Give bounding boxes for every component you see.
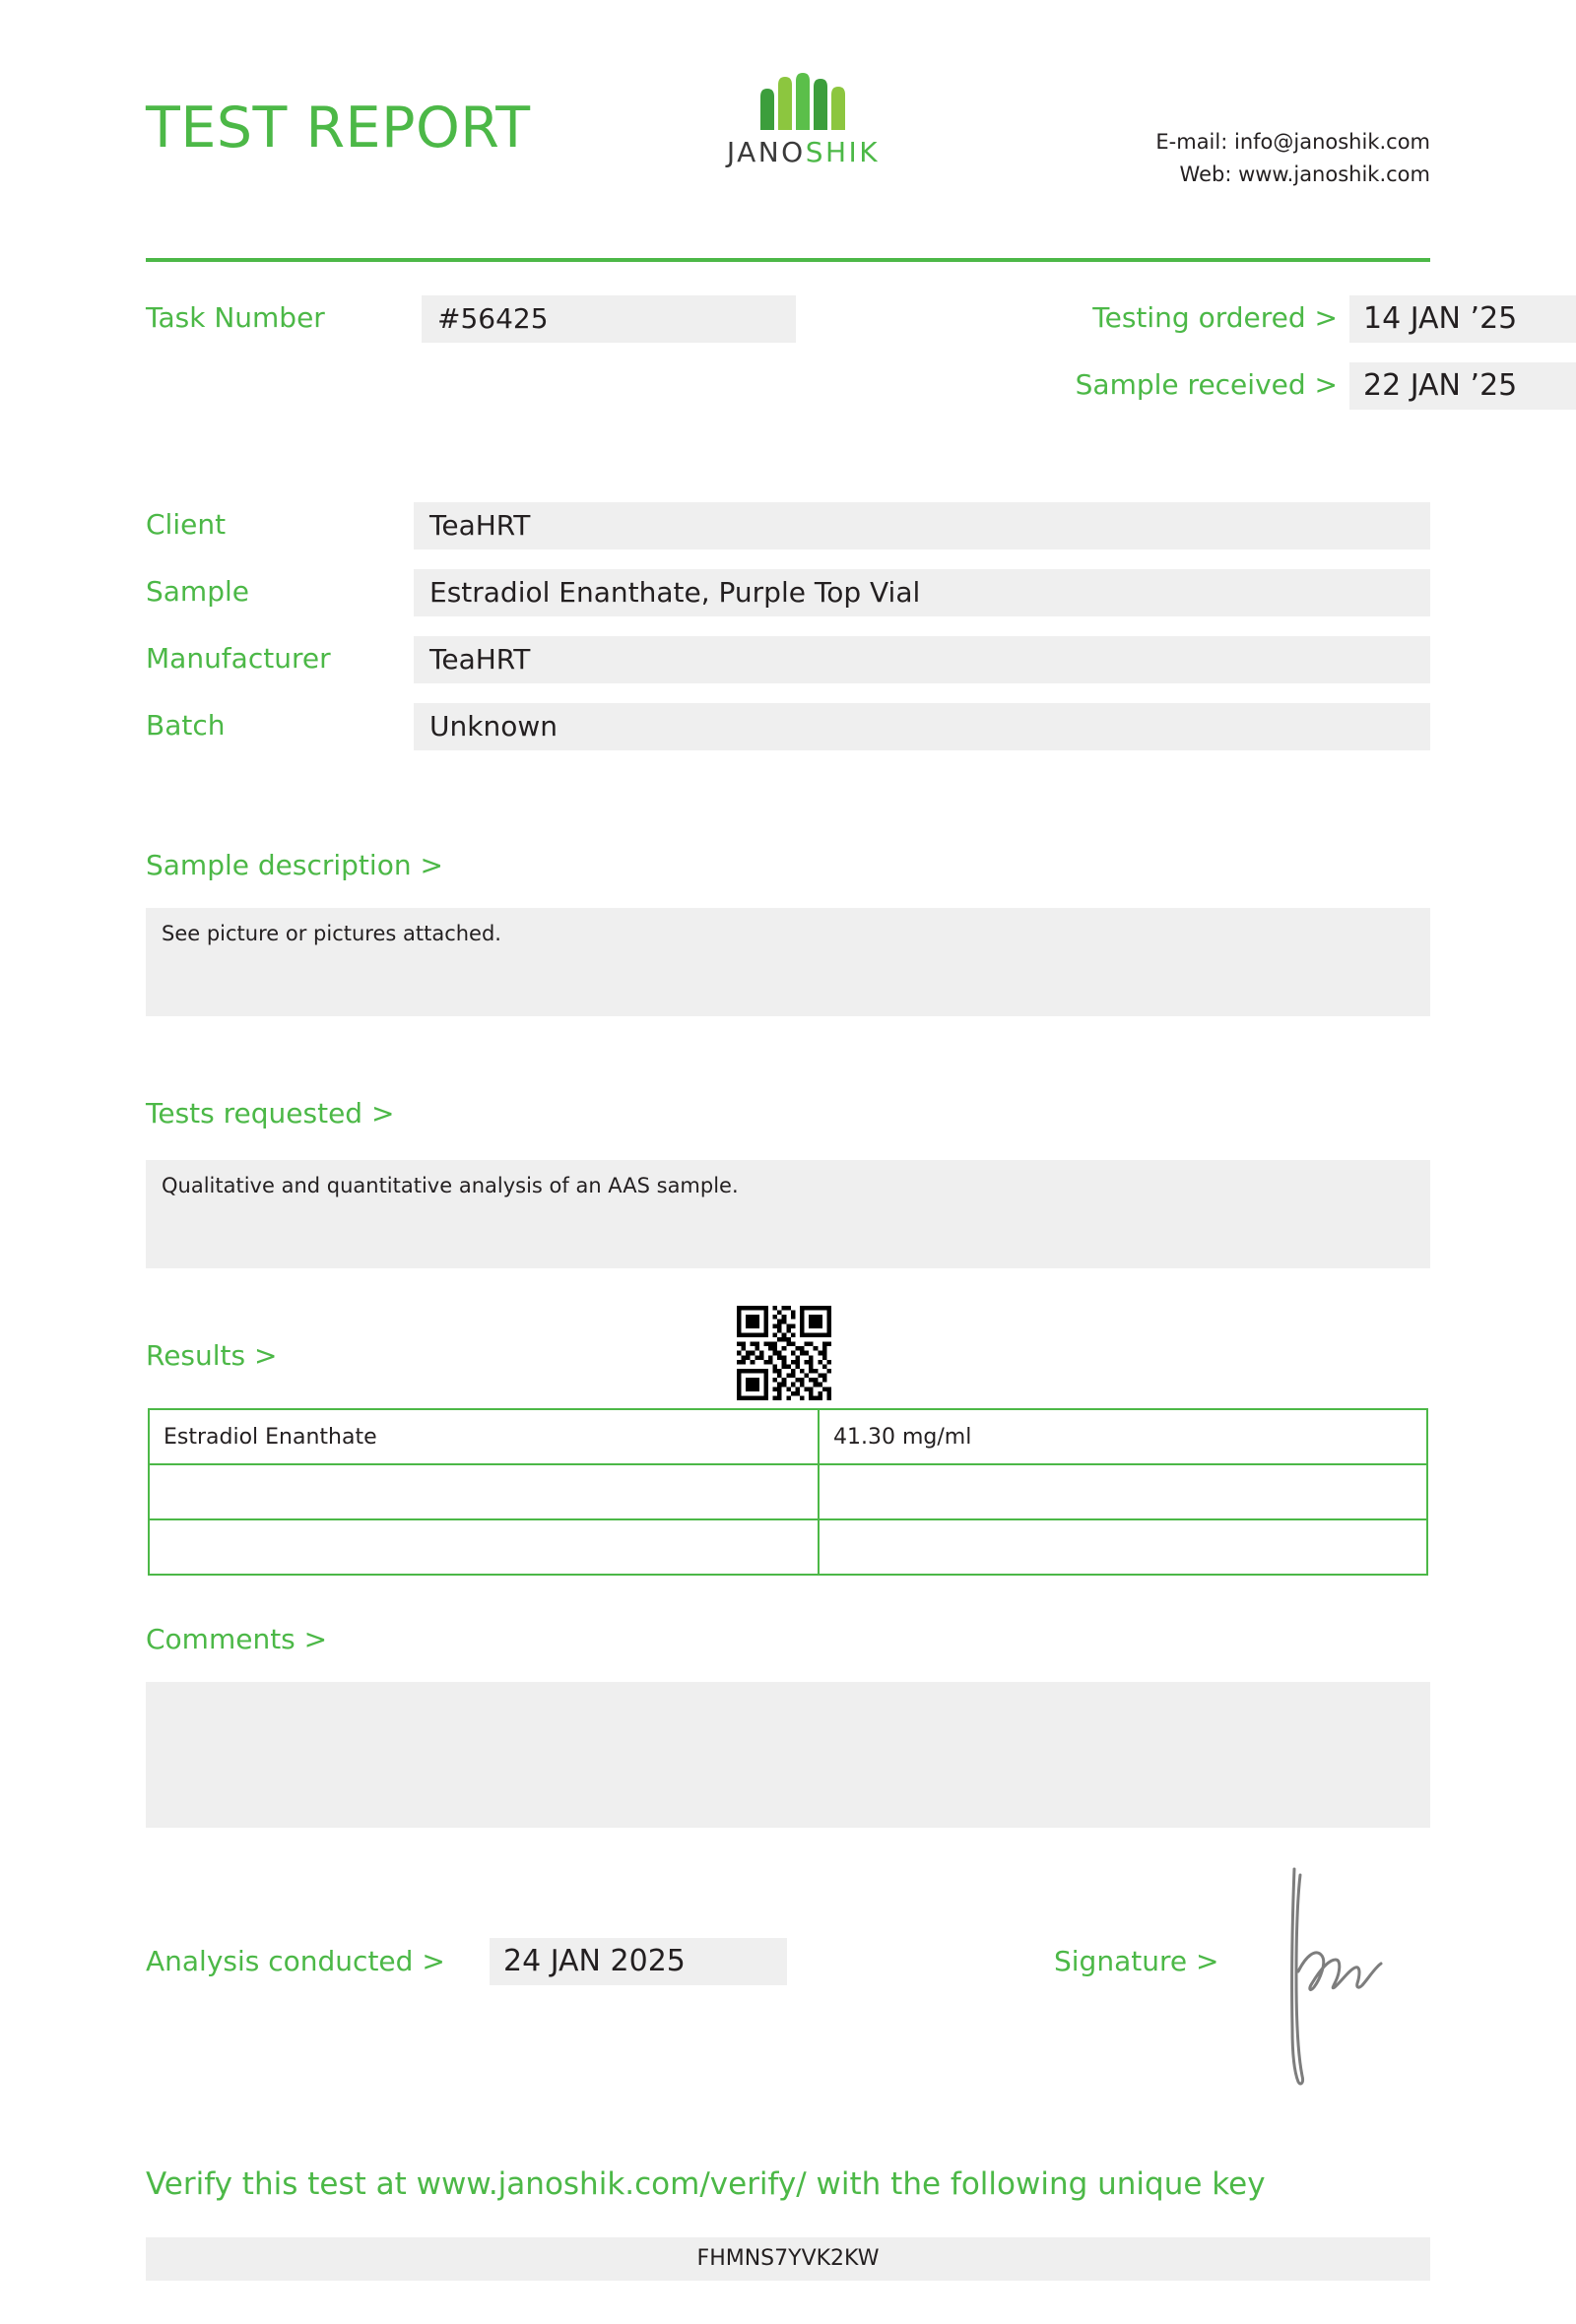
analysis-conducted-value: 24 JAN 2025 [490, 1938, 787, 1985]
testing-ordered-value: 14 JAN ’25 [1349, 295, 1576, 343]
result-value [819, 1464, 1427, 1519]
result-name [149, 1519, 819, 1575]
info-row-sample [146, 569, 1430, 636]
manufacturer-label: Manufacturer [146, 642, 331, 675]
contact-block [1155, 126, 1430, 190]
sample-description-title: Sample description > [146, 849, 443, 881]
result-value [819, 1519, 1427, 1575]
table-row [149, 1464, 1427, 1519]
task-row [146, 295, 1518, 404]
result-value: 41.30 mg/ml [819, 1409, 1427, 1464]
sample-label: Sample [146, 575, 249, 608]
analysis-conducted-label: Analysis conducted > [146, 1945, 445, 1977]
result-name [149, 1464, 819, 1519]
logo-text-jano: JANO [726, 136, 806, 168]
batch-label: Batch [146, 709, 226, 742]
qr-code-icon [731, 1306, 837, 1400]
comments-text [146, 1682, 1430, 1828]
report-header [146, 0, 1430, 197]
batch-value: Unknown [414, 703, 1430, 750]
header-divider [146, 258, 1430, 262]
info-row-batch [146, 703, 1430, 770]
info-row-client [146, 502, 1430, 569]
verify-text: Verify this test at www.janoshik.com/verify/ with the following unique key [146, 2166, 1266, 2202]
logo-mark-icon [745, 71, 863, 132]
results-table [148, 1408, 1428, 1576]
unique-key-value: FHMNS7YVK2KW [146, 2237, 1430, 2281]
tests-requested-title: Tests requested > [146, 1097, 395, 1130]
tests-requested-text: Qualitative and quantitative analysis of an AAS sample. [146, 1160, 1430, 1268]
sample-received-label: Sample received > [1075, 368, 1338, 401]
results-title: Results > [146, 1339, 278, 1372]
task-number-value: #56425 [422, 295, 796, 343]
info-row-manufacturer [146, 636, 1430, 703]
info-fields [146, 502, 1430, 770]
contact-web: Web: www.janoshik.com [1179, 161, 1430, 186]
table-row [149, 1409, 1427, 1464]
table-row [149, 1519, 1427, 1575]
signature-label: Signature > [1054, 1945, 1219, 1977]
task-number-label: Task Number [146, 301, 325, 334]
janoshik-logo [697, 71, 909, 168]
testing-ordered-label: Testing ordered > [1092, 301, 1338, 334]
logo-wordmark [697, 136, 909, 168]
manufacturer-value: TeaHRT [414, 636, 1430, 683]
logo-text-shik: SHIK [805, 136, 881, 168]
sample-received-value: 22 JAN ’25 [1349, 362, 1576, 410]
comments-title: Comments > [146, 1623, 328, 1655]
client-value: TeaHRT [414, 502, 1430, 549]
contact-email: E-mail: info@janoshik.com [1155, 130, 1430, 154]
sample-description-text: See picture or pictures attached. [146, 908, 1430, 1016]
sample-value: Estradiol Enanthate, Purple Top Vial [414, 569, 1430, 616]
signature-mark [1280, 1861, 1399, 2088]
page-title: TEST REPORT [146, 96, 531, 161]
client-label: Client [146, 508, 227, 541]
result-name: Estradiol Enanthate [149, 1409, 819, 1464]
